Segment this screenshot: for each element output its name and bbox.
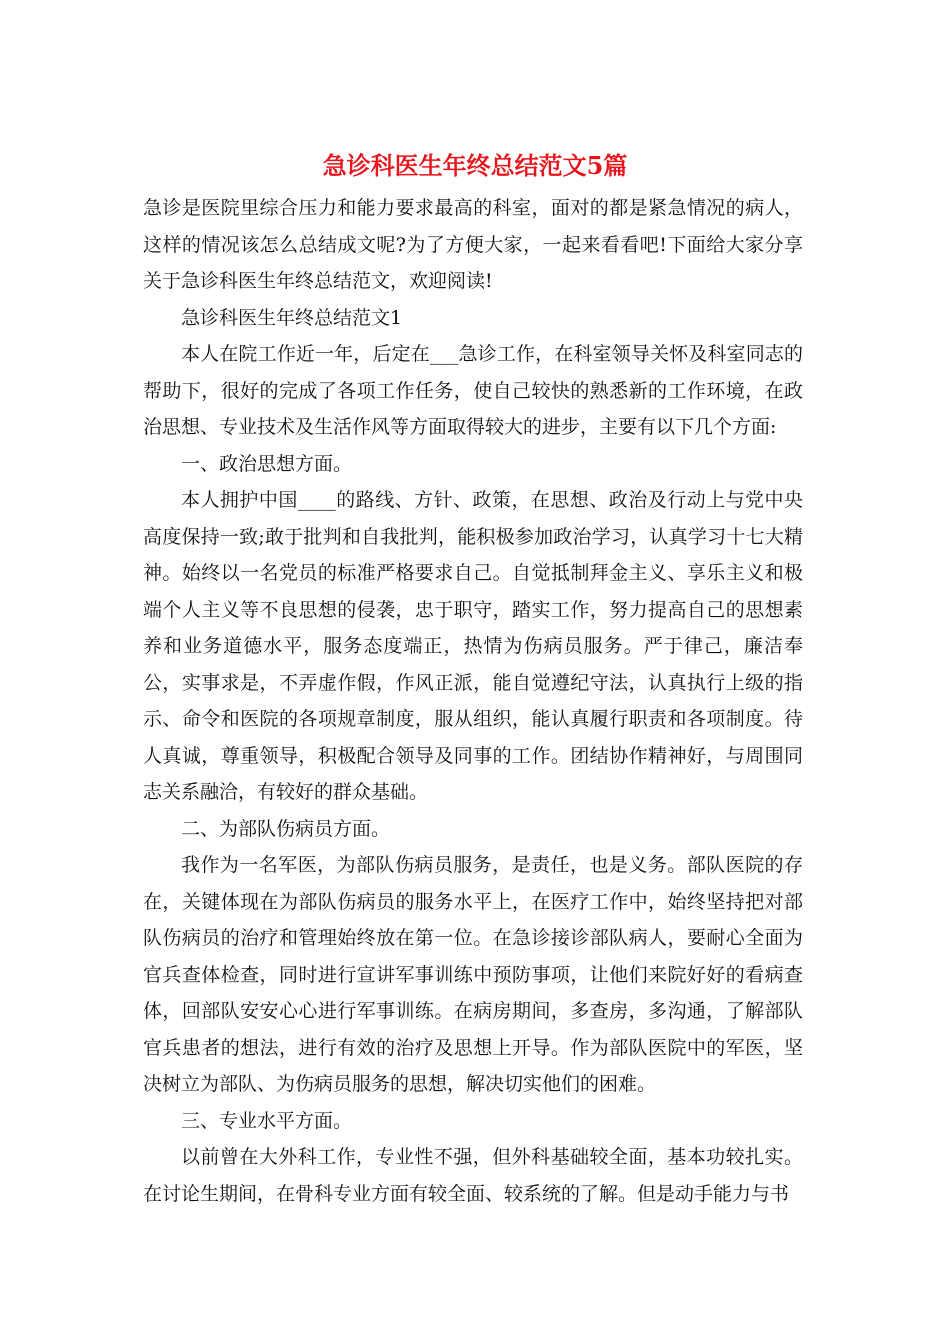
intro-paragraph: 急诊是医院里综合压力和能力要求最高的科室，面对的都是紧急情况的病人，这样的情况该怎么总结成文呢?为了方便大家，一起来看看吧!下面给大家分享关于急诊科医生年终总结范文，欢迎阅读! — [143, 197, 803, 292]
subheading-politics: 一、政治思想方面。 — [181, 452, 353, 475]
paragraph: 本人拥护中国____的路线、方针、政策，在思想、政治及行动上与党中央高度保持一致;敢于批判和自我批判，能积极参加政治学习，认真学习十七大精神。始终以一名党员的标准严格要求自己。自觉抵制拜金主义、享乐主义和极端个人主义等不良思想的侵袭，忠于职守，踏实工作，努力提高自己的思想素养和业务道德水平，服务态度端正，热情为伤病员服务。严于律己，廉洁奉公，实事求是，不弄虚作假，作风正派，能自觉遵纪守法，认真执行上级的指示、命令和医院的各项规章制度，服从组织，能认真履行职责和各项制度。待人真诚，尊重领导，积极配合领导及同事的工作。团结协作精神好，与周围同志关系融洽，有较好的群众基础。 — [143, 489, 803, 803]
section-heading: 急诊科医生年终总结范文1 — [181, 306, 403, 329]
document-body — [143, 190, 803, 1212]
paragraph: 我作为一名军医，为部队伤病员服务，是责任，也是义务。部队医院的存在，关键体现在为部队伤病员的服务水平上，在医疗工作中，始终坚持把对部队伤病员的治疗和管理始终放在第一位。在急诊接诊部队病人，要耐心全面为官兵查体检查，同时进行宣讲军事训练中预防事项，让他们来院好好的看病查体，回部队安安心心进行军事训练。在病房期间，多查房，多沟通，了解部队官兵患者的想法，进行有效的治疗及思想上开导。作为部队医院中的军医，坚决树立为部队、为伤病员服务的思想，解决切实他们的困难。 — [143, 854, 803, 1095]
subheading-professional: 三、专业水平方面。 — [181, 1109, 353, 1132]
paragraph: 本人在院工作近一年，后定在___急诊工作，在科室领导关怀及科室同志的帮助下，很好的完成了各项工作任务，使自己较快的熟悉新的工作环境，在政治思想、专业技术及生活作风等方面取得较大的进步，主要有以下几个方面: — [143, 343, 803, 438]
document-title: 急诊科医生年终总结范文5篇 — [322, 151, 628, 180]
subheading-troops: 二、为部队伤病员方面。 — [181, 817, 391, 840]
paragraph: 以前曾在大外科工作，专业性不强，但外科基础较全面，基本功较扎实。在讨论生期间，在骨科专业方面有较全面、较系统的了解。但是动手能力与书 — [143, 1146, 803, 1205]
